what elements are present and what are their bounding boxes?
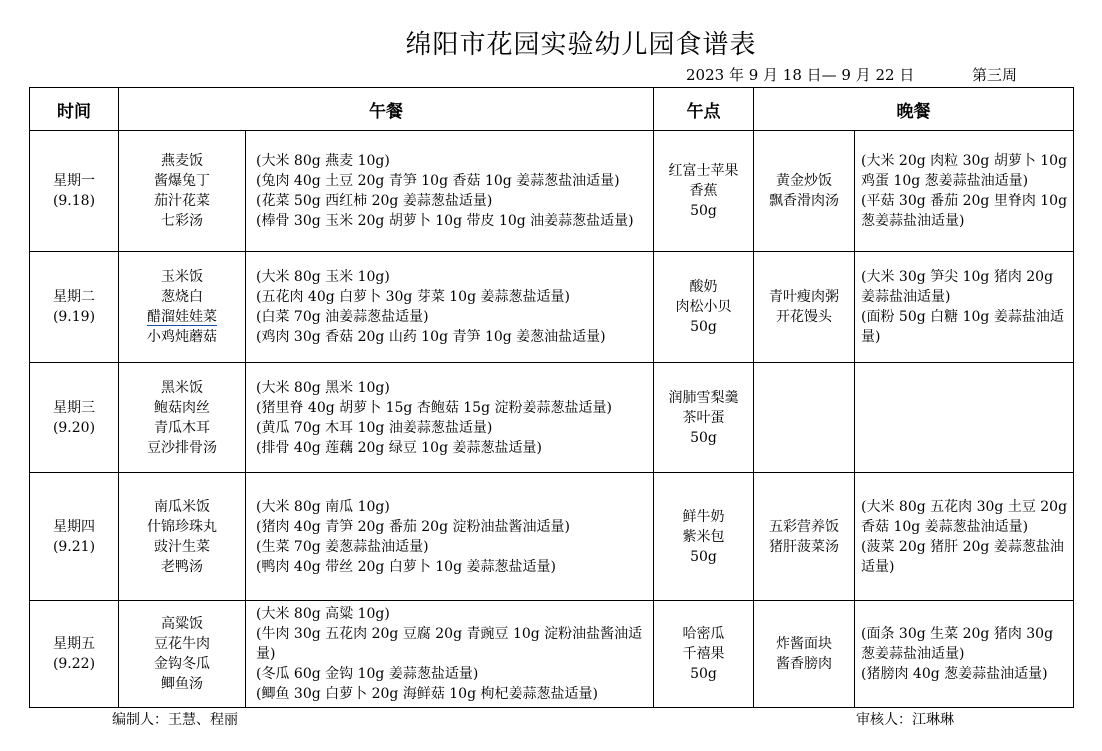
snack-cell [654,363,754,473]
dinner-ingredients [855,363,1074,473]
ingredient-line: (大米 80g 南瓜 10g) [256,498,390,515]
day-date: (9.21) [52,538,96,555]
dish: 南瓜米饭 [154,498,210,515]
ingredient-line: (鲫鱼 30g 白萝卜 20g 海鲜菇 10g 枸杞姜蒜葱盐适量) [256,686,598,702]
ingredient-line: (猪肉 40g 青笋 20g 番茄 20g 淀粉油盐酱油适量) [256,518,570,535]
lunch-ingredients [246,473,654,601]
day-cell [30,363,119,473]
dish: 醋溜娃娃菜 [147,309,217,325]
dish: 青叶瘦肉粥 [769,289,839,305]
dish: 老鸭汤 [161,558,203,575]
ingredient-line: (白菜 70g 油姜蒜葱盐适量) [256,309,429,325]
snack-cell [654,252,754,363]
dish: 鲫鱼汤 [161,676,203,692]
dinner-dishes [754,131,855,252]
day-name: 星期五 [53,636,95,652]
table-row [30,473,1074,601]
ingredient-line: (黄瓜 70g 木耳 10g 油姜蒜葱盐适量) [256,419,493,436]
dinner-ingredients [855,252,1074,363]
day-date: (9.19) [52,309,96,325]
dish [119,307,245,327]
day-name: 星期二 [53,289,95,305]
dish: 玉米饭 [161,269,203,285]
snack-amount: 50g [690,203,717,219]
snack-cell [654,473,754,601]
snack-item: 红富士苹果 [668,163,739,179]
ingredient-line: (大米 30g 笋尖 10g 猪肉 20g 姜蒜盐油适量) [861,269,1054,305]
ingredient-line: (大米 80g 玉米 10g) [256,269,390,285]
dish: 飘香滑肉汤 [769,193,839,209]
day-cell [30,131,119,252]
dish: 黄金炒饭 [776,173,832,189]
dish: 酱爆兔丁 [154,173,210,189]
snack-amount: 50g [690,319,717,335]
ingredient-line: (棒骨 30g 玉米 20g 胡萝卜 10g 带皮 10g 油姜蒜葱盐适量) [256,213,634,229]
lunch-dishes [119,131,246,252]
dish: 七彩汤 [161,213,203,229]
ingredient-line: (大米 80g 五花肉 30g 土豆 20g 香菇 10g 姜蒜葱盐油适量) [861,498,1068,535]
ingredient-line: (花菜 50g 西红柿 20g 姜蒜葱盐适量) [256,193,493,209]
dinner-ingredients [855,473,1074,601]
dish: 高粱饭 [161,616,203,632]
dinner-ingredients [855,601,1074,708]
dish: 鲍菇肉丝 [154,399,210,416]
lunch-ingredients [246,131,654,252]
header-dinner: 晚餐 [754,88,1074,131]
day-name: 星期四 [53,518,95,535]
ingredient-line: (大米 80g 燕麦 10g) [256,153,390,169]
ingredient-line: (大米 80g 黑米 10g) [256,379,390,396]
ingredient-line: (牛肉 30g 五花肉 20g 豆腐 20g 青豌豆 10g 淀粉油盐酱油适量) [256,626,643,662]
header-time: 时间 [30,88,119,131]
ingredient-line: (冬瓜 60g 金钩 10g 姜蒜葱盐适量) [256,666,479,682]
snack-item: 茶叶蛋 [682,409,725,426]
day-name: 星期三 [53,399,95,416]
ingredient-line: (大米 20g 肉粒 30g 胡萝卜 10g 鸡蛋 10g 葱姜蒜盐油适量) [861,153,1068,189]
ingredient-line: (平菇 30g 番茄 20g 里脊肉 10g 葱姜蒜盐油适量) [861,193,1068,229]
dish: 豉汁生菜 [154,538,210,555]
day-cell [30,252,119,363]
dish: 茄汁花菜 [154,193,210,209]
dish: 开花馒头 [776,309,832,325]
lunch-dishes [119,252,246,363]
ingredient-line: (面条 30g 生菜 20g 猪肉 30g 葱姜蒜盐油适量) [861,626,1054,662]
snack-amount: 50g [690,429,717,446]
dish: 猪肝菠菜汤 [769,538,839,555]
snack-item: 酸奶 [689,279,718,295]
lunch-ingredients [246,363,654,473]
lunch-ingredients [246,252,654,363]
ingredient-line: (鸡肉 30g 香菇 20g 山药 10g 青笋 10g 姜葱油盐适量) [256,329,606,345]
snack-item: 香蕉 [689,183,718,199]
ingredient-line: (五花肉 40g 白萝卜 30g 芽菜 10g 姜蒜葱盐适量) [256,289,570,305]
dinner-dishes [754,601,855,708]
table-row [30,252,1074,363]
dish: 黑米饭 [161,379,203,396]
menu-table [29,87,1074,708]
day-cell [30,473,119,601]
dish: 五彩营养饭 [769,518,839,535]
snack-item: 润肺雪梨羹 [668,389,739,406]
lunch-dishes [119,363,246,473]
table-row [30,363,1074,473]
dish: 小鸡炖蘑菇 [147,329,217,345]
ingredient-line: (猪膀肉 40g 葱姜蒜盐油适量) [861,666,1048,682]
header-lunch: 午餐 [119,88,654,131]
ingredient-line: (兔肉 40g 土豆 20g 青笋 10g 香菇 10g 姜蒜葱盐油适量) [256,173,620,189]
ingredient-line: (大米 80g 高粱 10g) [256,606,390,622]
dinner-dishes [754,363,855,473]
day-cell [30,601,119,708]
ingredient-line: (面粉 50g 白糖 10g 姜蒜盐油适量) [861,309,1064,345]
day-date: (9.18) [52,193,96,209]
dish: 青瓜木耳 [154,419,210,436]
dish: 什锦珍珠丸 [147,518,217,535]
ingredient-line: (生菜 70g 姜葱蒜盐油适量) [256,538,429,555]
dish: 豆沙排骨汤 [147,439,217,456]
day-date: (9.22) [52,656,96,672]
editor-label: 编制人：王慧、程丽 [112,712,238,728]
dish: 葱烧白 [161,289,203,305]
week-label: 第三周 [972,66,1018,84]
dish: 炸酱面块 [776,636,832,652]
lunch-dishes [119,473,246,601]
ingredient-line: (猪里脊 40g 胡萝卜 15g 杏鲍菇 15g 淀粉姜蒜葱盐适量) [256,399,612,416]
reviewer-label: 审核人：江琳琳 [856,712,954,728]
lunch-ingredients [246,601,654,708]
dinner-dishes [754,473,855,601]
snack-amount: 50g [690,666,717,682]
snack-item: 哈密瓜 [682,626,725,642]
table-row [30,601,1074,708]
ingredient-line: (排骨 40g 莲藕 20g 绿豆 10g 姜蒜葱盐适量) [256,439,542,456]
snack-item: 鲜牛奶 [682,508,725,525]
header-snack: 午点 [654,88,754,131]
snack-item: 紫米包 [682,528,725,545]
page-title: 绵阳市花园实验幼儿园食谱表 [405,30,757,60]
dish: 豆花牛肉 [154,636,210,652]
dish: 燕麦饭 [161,153,203,169]
table-header-row [30,88,1074,131]
snack-amount: 50g [690,548,717,565]
dinner-dishes [754,252,855,363]
date-range: 2023 年 9 月 18 日— 9 月 22 日 [686,66,915,84]
day-name: 星期一 [53,173,95,189]
table-row [30,131,1074,252]
snack-item: 千禧果 [682,646,725,662]
ingredient-line: (鸭肉 40g 带丝 20g 白萝卜 10g 姜蒜葱盐适量) [256,558,556,575]
ingredient-line: (菠菜 20g 猪肝 20g 姜蒜葱盐油适量) [861,538,1064,575]
snack-item: 肉松小贝 [675,299,732,315]
dinner-ingredients [855,131,1074,252]
lunch-dishes [119,601,246,708]
dish: 酱香膀肉 [776,656,832,672]
day-date: (9.20) [52,419,96,436]
snack-cell [654,601,754,708]
snack-cell [654,131,754,252]
dish: 金钩冬瓜 [154,656,210,672]
